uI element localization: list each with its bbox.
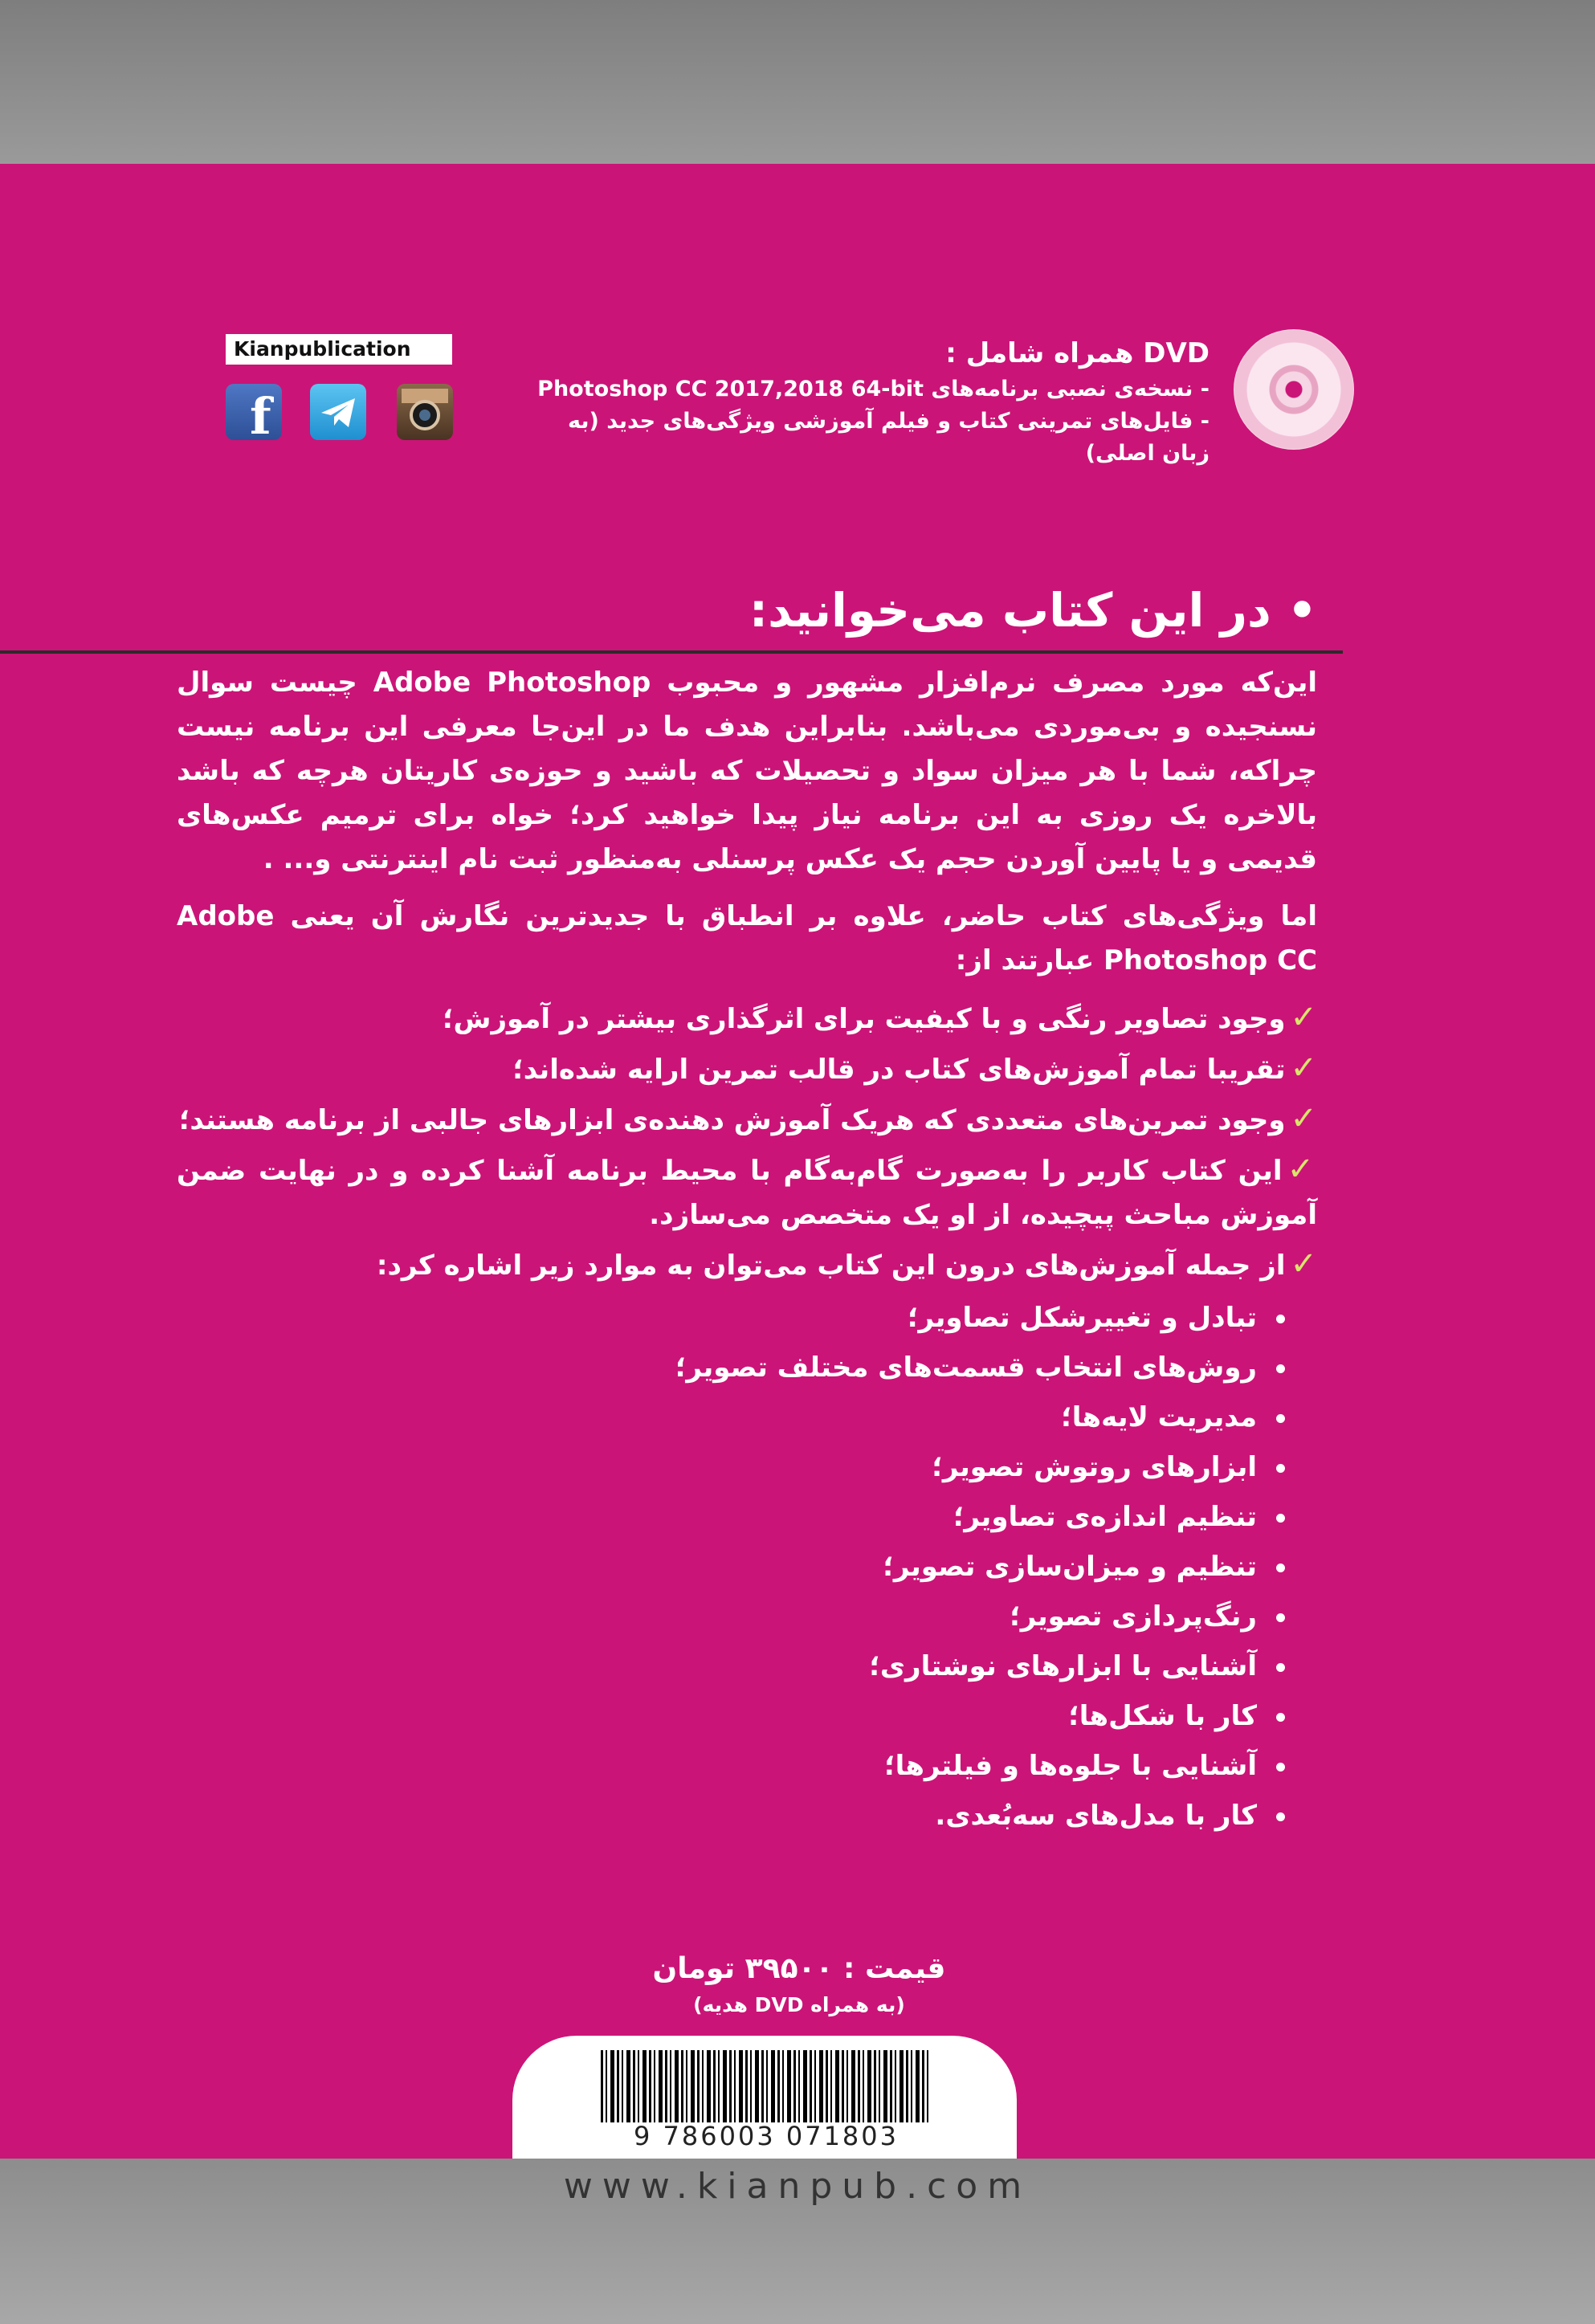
telegram-icon: [310, 384, 366, 440]
features-paragraph: اما ویژگی‌های کتاب حاضر، علاوه بر انطباق با جدیدترین نگارش آن یعنی Adobe Photoshop CC عبارتند از:: [177, 900, 1317, 976]
dvd-line-2: - فایل‌های تمرینی کتاب و فیلم آموزشی ویژگی‌های جدید (به زبان اصلی): [568, 409, 1210, 466]
topic-item: کار با مدل‌های سه‌بُعدی.: [177, 1791, 1285, 1841]
bullet-icon: [1276, 1364, 1285, 1373]
price-note: (به همراه DVD هدیه): [693, 1993, 905, 2016]
bullet-icon: [1276, 1464, 1285, 1473]
intro-paragraph: این‌که مورد مصرف نرم‌افزار مشهور و محبوب Adobe Photoshop چیست سوال نسنجیده و بی‌موردی می‌باشد. بنابراین هدف ما در این‌جا معرفی این برنامه نیست چراکه، شما با هر میزان سواد و تحصیلات که باشید و حوزه‌ی کاریتان هرچه که باشد بالاخره یک روزی به این برنامه نیاز پیدا خواهید کرد؛ خواه برای ترمیم عکس‌های قدیمی و یا پایین آوردن حجم یک عکس پرسنلی به‌منظور ثبت نام اینترنتی و... .: [177, 667, 1317, 875]
section-heading: • در این کتاب می‌خوانید:: [749, 583, 1317, 638]
bullet-icon: [1276, 1713, 1285, 1722]
dvd-title: DVD همراه شامل :: [945, 337, 1210, 369]
feature-check-list: [177, 996, 1317, 1288]
instagram-icon: [397, 384, 453, 440]
topic-item: مدیریت لایه‌ها؛: [177, 1392, 1285, 1442]
dvd-line-1: - نسخه‌ی نصبی برنامه‌های Photoshop CC 2017,2018 64-bit: [537, 377, 1210, 402]
brand-label: Kianpublication: [226, 334, 452, 365]
bullet-icon: [1276, 1315, 1285, 1323]
topic-item: روش‌های انتخاب قسمت‌های مختلف تصویر؛: [177, 1343, 1285, 1392]
topic-item: تنظیم و میزان‌سازی تصویر؛: [177, 1542, 1285, 1592]
check-item: ✓از جمله آموزش‌های درون این کتاب می‌توان به موارد زیر اشاره کرد:: [376, 1246, 1317, 1282]
check-item: ✓وجود تصاویر رنگی و با کیفیت برای اثرگذاری بیشتر در آموزش؛: [442, 999, 1317, 1036]
facebook-icon: f: [226, 384, 282, 440]
bullet-icon: [1276, 1663, 1285, 1672]
dvd-disc-icon: [1234, 329, 1354, 450]
heading-divider: [0, 650, 1343, 654]
bullet-icon: [1276, 1613, 1285, 1622]
price-text: قیمت : ۳۹۵۰۰ تومان: [652, 1952, 946, 1985]
check-item: ✓تقریبا تمام آموزش‌های کتاب در قالب تمرین ارایه شده‌اند؛: [512, 1050, 1317, 1087]
topic-item: کار با شکل‌ها؛: [177, 1691, 1285, 1741]
topic-item: ابزارهای روتوش تصویر؛: [177, 1442, 1285, 1492]
barcode-digits: 9 786003 071803: [633, 2121, 899, 2151]
bullet-icon: [1276, 1564, 1285, 1572]
website-url: www.kianpub.com: [563, 2166, 1032, 2207]
bullet-icon: [1276, 1514, 1285, 1523]
bullet-icon: [1276, 1812, 1285, 1821]
topic-item: تبادل و تغییرشکل تصاویر؛: [177, 1293, 1285, 1343]
check-icon: ✓: [1290, 999, 1317, 1036]
topic-item: رنگ‌پردازی تصویر؛: [177, 1592, 1285, 1641]
topic-item: تنظیم اندازه‌ی تصاویر؛: [177, 1492, 1285, 1542]
body-text: [177, 661, 1317, 1841]
barcode-icon: [601, 2050, 928, 2122]
check-icon: ✓: [1287, 1151, 1318, 1188]
check-icon: ✓: [1290, 1100, 1317, 1137]
topic-list: [177, 1293, 1317, 1841]
bullet-icon: [1276, 1414, 1285, 1423]
check-icon: ✓: [1290, 1050, 1317, 1087]
check-item: ✓این کتاب کاربر را به‌صورت گام‌به‌گام با محیط برنامه آشنا کرده و در نهایت ضمن آموزش مباحث پیچیده، از او یک متخصص می‌سازد.: [177, 1151, 1318, 1231]
check-item: ✓وجود تمرین‌های متعددی که هریک آموزش دهنده‌ی ابزارهای جالبی از برنامه هستند؛: [178, 1100, 1317, 1137]
price-block: [562, 1947, 1036, 2020]
check-icon: ✓: [1290, 1246, 1317, 1282]
top-gray-band: [0, 0, 1595, 164]
dvd-contents: [514, 333, 1210, 470]
bullet-icon: [1276, 1763, 1285, 1772]
topic-item: آشنایی با جلوه‌ها و فیلترها؛: [177, 1741, 1285, 1791]
topic-item: آشنایی با ابزارهای نوشتاری؛: [177, 1641, 1285, 1691]
barcode-label: [512, 2036, 1017, 2159]
